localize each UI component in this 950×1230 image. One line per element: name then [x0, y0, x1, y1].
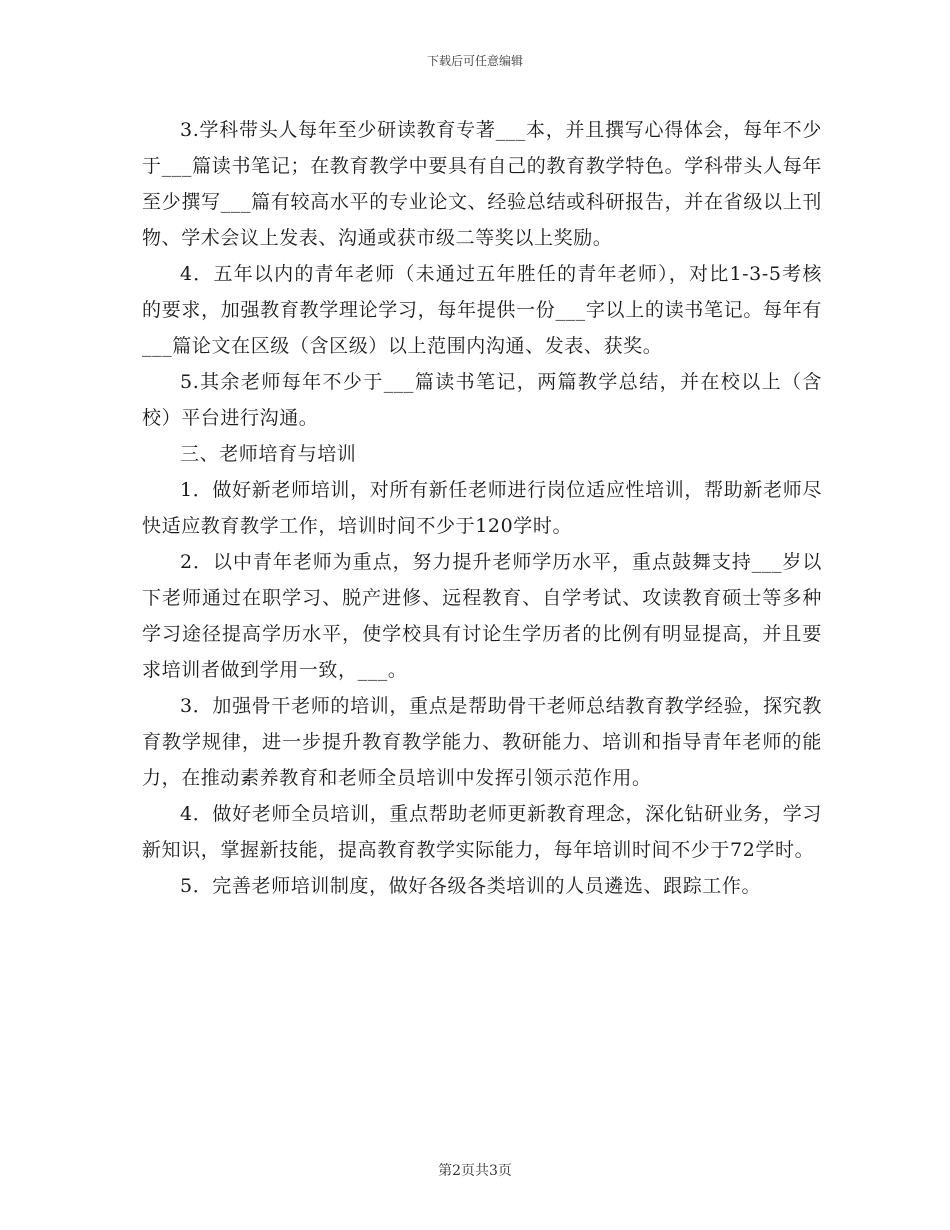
- training-item-4: 4．做好老师全员培训，重点帮助老师更新教育理念，深化钻研业务，学习新知识，掌握新技能，提高教育教学实际能力，每年培训时间不少于72学时。: [142, 803, 822, 861]
- page-number: 第2页共3页: [438, 1163, 512, 1179]
- training-item-2: 2．以中青年老师为重点，努力提升老师学历水平，重点鼓舞支持___岁以下老师通过在职学习、脱产进修、远程教育、自学考试、攻读教育硕士等多种学习途径提高学历水平，使学校具有讨论生学历者的比例有明显提高，并且要求培训者做到学用一致，___。: [142, 551, 822, 681]
- training-item-5: 5．完善老师培训制度，做好各级各类培训的人员遴选、跟踪工作。: [180, 875, 762, 897]
- paragraph-5: 5.其余老师每年不少于___篇读书笔记，两篇教学总结，并在校以上（含校）平台进行沟通。: [142, 371, 822, 429]
- training-item-1: 1．做好新老师培训，对所有新任老师进行岗位适应性培训，帮助新老师尽快适应教育教学工作，培训时间不少于120学时。: [142, 479, 822, 537]
- paragraph-4: 4．五年以内的青年老师（未通过五年胜任的青年老师），对比1-3-5考核的要求，加强教育教学理论学习，每年提供一份___字以上的读书笔记。每年有___篇论文在区级（含区级）以上范围内沟通、发表、获奖。: [142, 263, 822, 357]
- training-item-3: 3．加强骨干老师的培训，重点是帮助骨干老师总结教育教学经验，探究教育教学规律，进一步提升教育教学能力、教研能力、培训和指导青年老师的能力，在推动素养教育和老师全员培训中发挥引领示范作用。: [142, 695, 822, 789]
- section-heading-training: 三、老师培育与培训: [180, 443, 357, 465]
- page-header: 下载后可任意编辑: [426, 54, 523, 68]
- paragraph-3: 3.学科带头人每年至少研读教育专著___本，并且撰写心得体会，每年不少于___篇读书笔记；在教育教学中要具有自己的教育教学特色。学科带头人每年至少撰写___篇有较高水平的专业论文、经验总结或科研报告，并在省级以上刊物、学术会议上发表、沟通或获市级二等奖以上奖励。: [142, 119, 822, 249]
- document-body: [142, 112, 822, 904]
